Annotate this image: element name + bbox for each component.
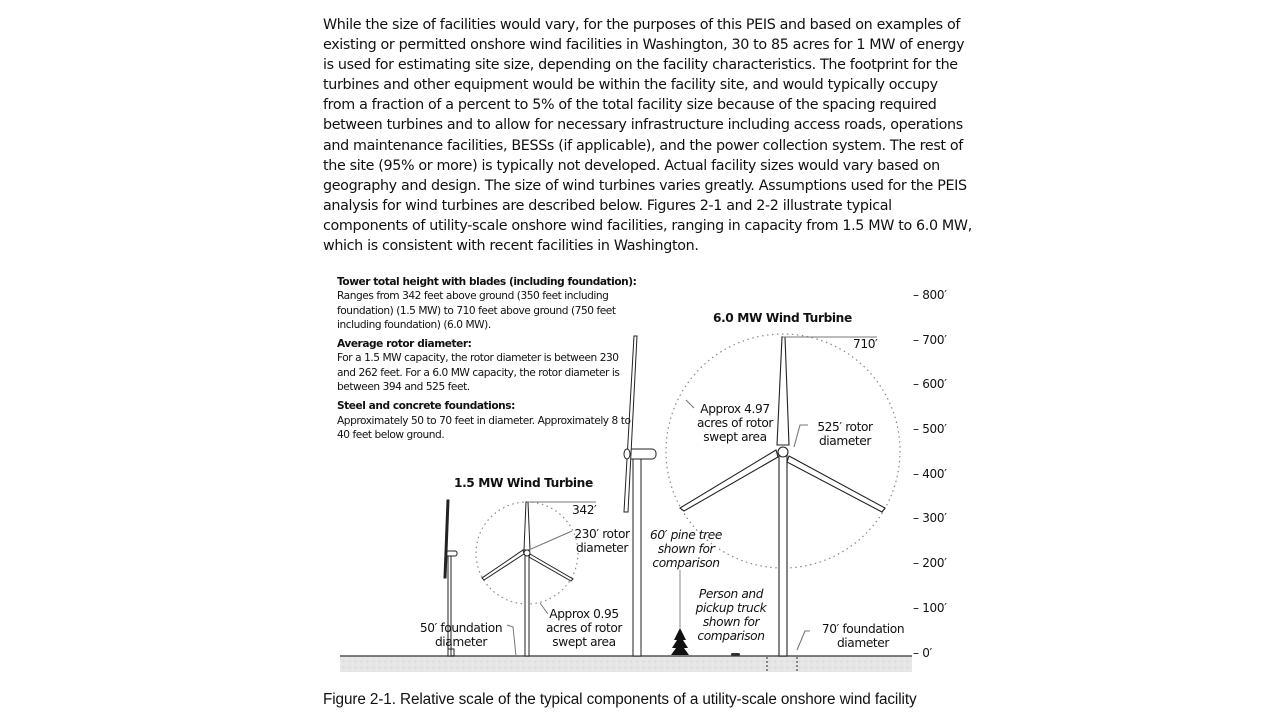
pine-tree-label: 60′ pine tree shown for comparison [650, 528, 722, 570]
turbine-large-rotor-diameter: 525′ rotor diameter [817, 420, 873, 448]
scale-tick-800: – 800′ [913, 288, 947, 302]
note-tower-height: Tower total height with blades (including foundation): Ranges from 342 feet above ground (350 feet including foundation) (1.5 MW) to 710 feet above ground (750 feet including foundation) (6.0 MW). [337, 276, 637, 331]
scale-tick-100: – 100′ [913, 601, 947, 615]
turbine-large-height: 710′ [853, 337, 878, 351]
scale-tick-500: – 500′ [913, 422, 947, 436]
person-truck-icon [731, 653, 740, 656]
turbine-small-foundation: 50′ foundation diameter [419, 621, 503, 649]
turbine-large-title: 6.0 MW Wind Turbine [713, 311, 852, 325]
turbine-notes [337, 275, 637, 447]
turbine-small-height: 342′ [572, 503, 597, 517]
scale-tick-400: – 400′ [913, 467, 947, 481]
person-truck-label: Person and pickup truck shown for comparison [695, 587, 767, 643]
turbine-small-swept-area: Approx 0.95 acres of rotor swept area [545, 607, 623, 649]
scale-tick-0: – 0′ [913, 646, 932, 660]
turbine-large-swept-area: Approx 4.97 acres of rotor swept area [696, 402, 774, 444]
turbine-small-title: 1.5 MW Wind Turbine [454, 476, 593, 490]
body-paragraph: While the size of facilities would vary, for the purposes of this PEIS and based on examples of existing or permitted onshore wind facilities in Washington, 30 to 85 acres for 1 MW of energy is used for estimating site size, depending on the facility characteristics. The footprint for the turbines and other equipment would be within the facility site, and would typically occupy from a fraction of a percent to 5% of the total facility size because of the spacing required between turbines and to allow for necessary infrastructure including access roads, operations and maintenance facilities, BESSs (if applicable), and the power collection system. The rest of the site (95% or more) is typically not developed. Actual facility sizes would vary based on geography and design. The size of wind turbines varies greatly. Assumptions used for the PEIS analysis for wind turbines are described below. Figures 2-1 and 2-2 illustrate typical components of utility-scale onshore wind facilities, ranging in capacity from 1.5 MW to 6.0 MW, which is consistent with recent facilities in Washington. [323, 17, 972, 255]
turbine-small-rotor-diameter: 230′ rotor diameter [574, 527, 630, 555]
scale-tick-200: – 200′ [913, 556, 947, 570]
note-foundations: Steel and concrete foundations: Approximately 50 to 70 feet in diameter. Approximately 8 to 40 feet below ground. [337, 400, 631, 441]
turbine-large-foundation: 70′ foundation diameter [821, 622, 905, 650]
scale-tick-700: – 700′ [913, 333, 947, 347]
note-rotor-diameter: Average rotor diameter: For a 1.5 MW capacity, the rotor diameter is between 230 and 262 feet. For a 6.0 MW capacity, the rotor diameter is between 394 and 525 feet. [337, 338, 620, 394]
ground [340, 656, 912, 672]
figure-caption: Figure 2-1. Relative scale of the typical components of a utility-scale onshore wind facility [323, 691, 917, 708]
scale-tick-600: – 600′ [913, 377, 947, 391]
scale-tick-300: – 300′ [913, 511, 947, 525]
pine-tree-icon [671, 570, 689, 655]
